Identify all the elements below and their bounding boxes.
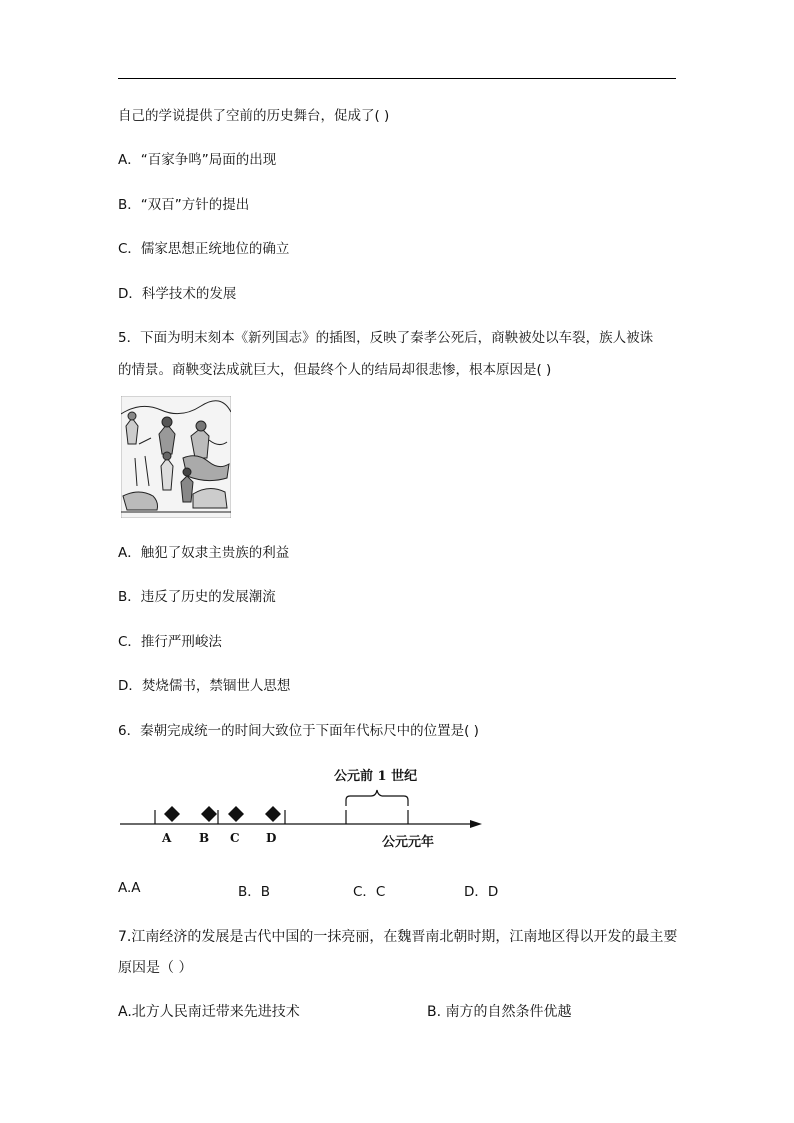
timeline-ruler — [118, 760, 498, 860]
diamond-marker-b — [201, 806, 217, 822]
q4-stem: 自己的学说提供了空前的历史舞台，促成了( ) — [118, 108, 390, 124]
mark-label-a: A — [162, 831, 172, 845]
mark-label-b: B — [199, 831, 210, 845]
woodcut-illustration — [121, 396, 231, 518]
q5-option-a: A．触犯了奴隶主贵族的利益 — [118, 545, 290, 561]
q4-option-b: B．“双百”方针的提出 — [118, 197, 250, 213]
q6-option-c: C．C — [353, 884, 386, 900]
q4-option-c: C．儒家思想正统地位的确立 — [118, 241, 290, 257]
q4-option-d: D．科学技术的发展 — [118, 286, 237, 302]
q6-options — [118, 880, 678, 898]
q6-stem: 6．秦朝完成统一的时间大致位于下面年代标尺中的位置是( ) — [118, 723, 479, 739]
century-label: 公元前 1 世纪 — [334, 769, 418, 784]
diamond-marker-d — [265, 806, 281, 822]
diamond-marker-c — [228, 806, 244, 822]
q7-option-a: A.北方人民南迁带来先进技术 — [118, 1004, 300, 1020]
q6-option-b: B．B — [238, 884, 271, 900]
q7-option-b: B. 南方的自然条件优越 — [427, 1004, 572, 1020]
q7-stem-line1: 7.江南经济的发展是古代中国的一抹亮丽，在魏晋南北朝时期，江南地区得以开发的最主要 — [118, 929, 678, 945]
q5-option-b: B．违反了历史的发展潮流 — [118, 589, 276, 605]
century-brace — [346, 790, 408, 806]
timeline-arrow-icon — [470, 820, 482, 828]
q6-option-a: A.A — [118, 880, 141, 896]
q7-stem-line2: 原因是（ ） — [118, 960, 193, 976]
q5-stem-line1: 5．下面为明末刻本《新列国志》的插图，反映了秦孝公死后，商鞅被处以车裂，族人被诛 — [118, 330, 654, 346]
header-rule — [118, 78, 676, 79]
q6-option-d: D．D — [464, 884, 499, 900]
q5-option-c: C．推行严刑峻法 — [118, 634, 222, 650]
mark-label-c: C — [230, 831, 240, 845]
q5-option-d: D．焚烧儒书，禁锢世人思想 — [118, 678, 291, 694]
year-zero-label: 公元元年 — [382, 835, 435, 850]
diamond-marker-a — [164, 806, 180, 822]
q4-option-a: A．“百家争鸣”局面的出现 — [118, 152, 277, 168]
mark-label-d: D — [266, 831, 277, 845]
q5-stem-line2: 的情景。商鞅变法成就巨大，但最终个人的结局却很悲惨，根本原因是( ) — [118, 362, 552, 378]
